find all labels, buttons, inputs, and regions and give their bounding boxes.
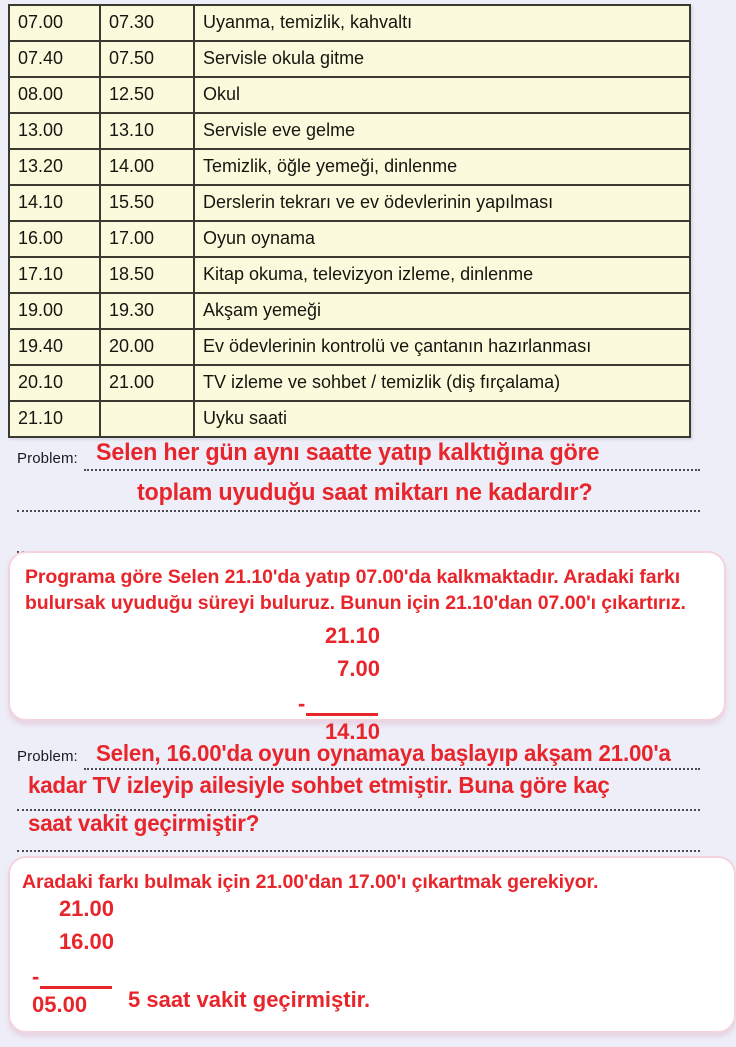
answer-2-operand-1: 21.00 (58, 896, 114, 921)
problem-2-writing-line-1 (84, 768, 700, 770)
problem-1-writing-line-2 (17, 510, 700, 512)
table-row (9, 329, 690, 365)
problem-1-writing-line-1 (84, 469, 700, 471)
cell-end-time: 18.50 (100, 257, 194, 293)
cell-end-time: 13.10 (100, 113, 194, 149)
answer-2-operator-row (32, 964, 114, 994)
problem-1-answer-text-line-2: toplam uyuduğu saat miktarı ne kadardır? (137, 479, 593, 506)
cell-activity: Akşam yemeği (194, 293, 690, 329)
cell-start-time: 07.40 (9, 41, 100, 77)
table-row (9, 149, 690, 185)
table-row (9, 41, 690, 77)
cell-activity: Uyku saati (194, 401, 690, 437)
cell-start-time: 17.10 (9, 257, 100, 293)
cell-start-time: 20.10 (9, 365, 100, 401)
answer-box-2 (8, 856, 736, 1033)
answer-2-conclusion: 5 saat vakit geçirmiştir. (128, 987, 371, 1012)
table-row (9, 185, 690, 221)
problem-2-writing-line-3 (17, 850, 700, 852)
answer-1-explanation: Programa göre Selen 21.10'da yatıp 07.00'da kalkmaktadır. Aradaki farkı bulursak uyuduğu süreyi buluruz. Bunun için 21.10'dan 07.00'ı çıkartırız. (25, 566, 686, 614)
cell-end-time (100, 401, 194, 437)
cell-end-time: 15.50 (100, 185, 194, 221)
cell-end-time: 20.00 (100, 329, 194, 365)
schedule-table-body (9, 5, 690, 437)
cell-activity: Kitap okuma, televizyon izleme, dinlenme (194, 257, 690, 293)
answer-1-operator-row (298, 691, 380, 721)
problem-1-answer-text-line-1: Selen her gün aynı saatte yatıp kalktığına göre (96, 439, 600, 466)
cell-start-time: 14.10 (9, 185, 100, 221)
cell-activity: Servisle eve gelme (194, 113, 690, 149)
table-row (9, 293, 690, 329)
answer-2-operand-2: 16.00 (58, 929, 114, 954)
daily-schedule-table-wrapper (8, 4, 691, 438)
cell-start-time: 13.20 (9, 149, 100, 185)
table-row (9, 365, 690, 401)
cell-end-time: 17.00 (100, 221, 194, 257)
cell-activity: Oyun oynama (194, 221, 690, 257)
answer-1-operand-2: 7.00 (337, 656, 380, 681)
table-row (9, 401, 690, 437)
table-row (9, 257, 690, 293)
answer-1-operator: - (298, 691, 306, 716)
answer-1-result: 14.10 (324, 719, 380, 744)
cell-activity: TV izleme ve sohbet / temizlik (diş fırçalama) (194, 365, 690, 401)
cell-activity: Okul (194, 77, 690, 113)
cell-start-time: 13.00 (9, 113, 100, 149)
cell-end-time: 14.00 (100, 149, 194, 185)
table-row (9, 77, 690, 113)
answer-2-operator: - (32, 964, 40, 989)
cell-activity: Uyanma, temizlik, kahvaltı (194, 5, 690, 41)
cell-start-time: 07.00 (9, 5, 100, 41)
answer-1-subtraction (298, 625, 408, 751)
problem-2-label: Problem: (17, 748, 78, 765)
table-row (9, 221, 690, 257)
problem-2-answer-text-line-1: Selen, 16.00'da oyun oynamaya başlayıp akşam 21.00'a (96, 740, 671, 766)
cell-start-time: 19.00 (9, 293, 100, 329)
cell-start-time: 08.00 (9, 77, 100, 113)
problem-2-answer-text-line-2: kadar TV izleyip ailesiyle sohbet etmiştir. Buna göre kaç (28, 772, 610, 798)
cell-start-time: 16.00 (9, 221, 100, 257)
answer-box-1 (8, 551, 726, 744)
table-row (9, 113, 690, 149)
cell-end-time: 07.30 (100, 5, 194, 41)
answer-2-explanation: Aradaki farkı bulmak için 21.00'dan 17.00'ı çıkartmak gerekiyor. (22, 871, 599, 893)
answer-2-subtraction-rule (40, 986, 112, 989)
answer-2-result: 05.00 (32, 992, 88, 1017)
cell-activity: Ev ödevlerinin kontrolü ve çantanın hazırlanması (194, 329, 690, 365)
cell-activity: Derslerin tekrarı ve ev ödevlerinin yapılması (194, 185, 690, 221)
answer-1-subtraction-rule (306, 713, 378, 716)
answer-1-operand-1: 21.10 (324, 623, 380, 648)
cell-end-time: 21.00 (100, 365, 194, 401)
cell-activity: Servisle okula gitme (194, 41, 690, 77)
cell-start-time: 21.10 (9, 401, 100, 437)
cell-end-time: 12.50 (100, 77, 194, 113)
cell-activity: Temizlik, öğle yemeği, dinlenme (194, 149, 690, 185)
answer-2-subtraction (32, 898, 142, 1024)
daily-schedule-table (8, 4, 691, 438)
table-row (9, 5, 690, 41)
cell-end-time: 19.30 (100, 293, 194, 329)
problem-2-answer-text-line-3: saat vakit geçirmiştir? (28, 810, 260, 836)
problem-1-label: Problem: (17, 450, 78, 467)
cell-start-time: 19.40 (9, 329, 100, 365)
cell-end-time: 07.50 (100, 41, 194, 77)
